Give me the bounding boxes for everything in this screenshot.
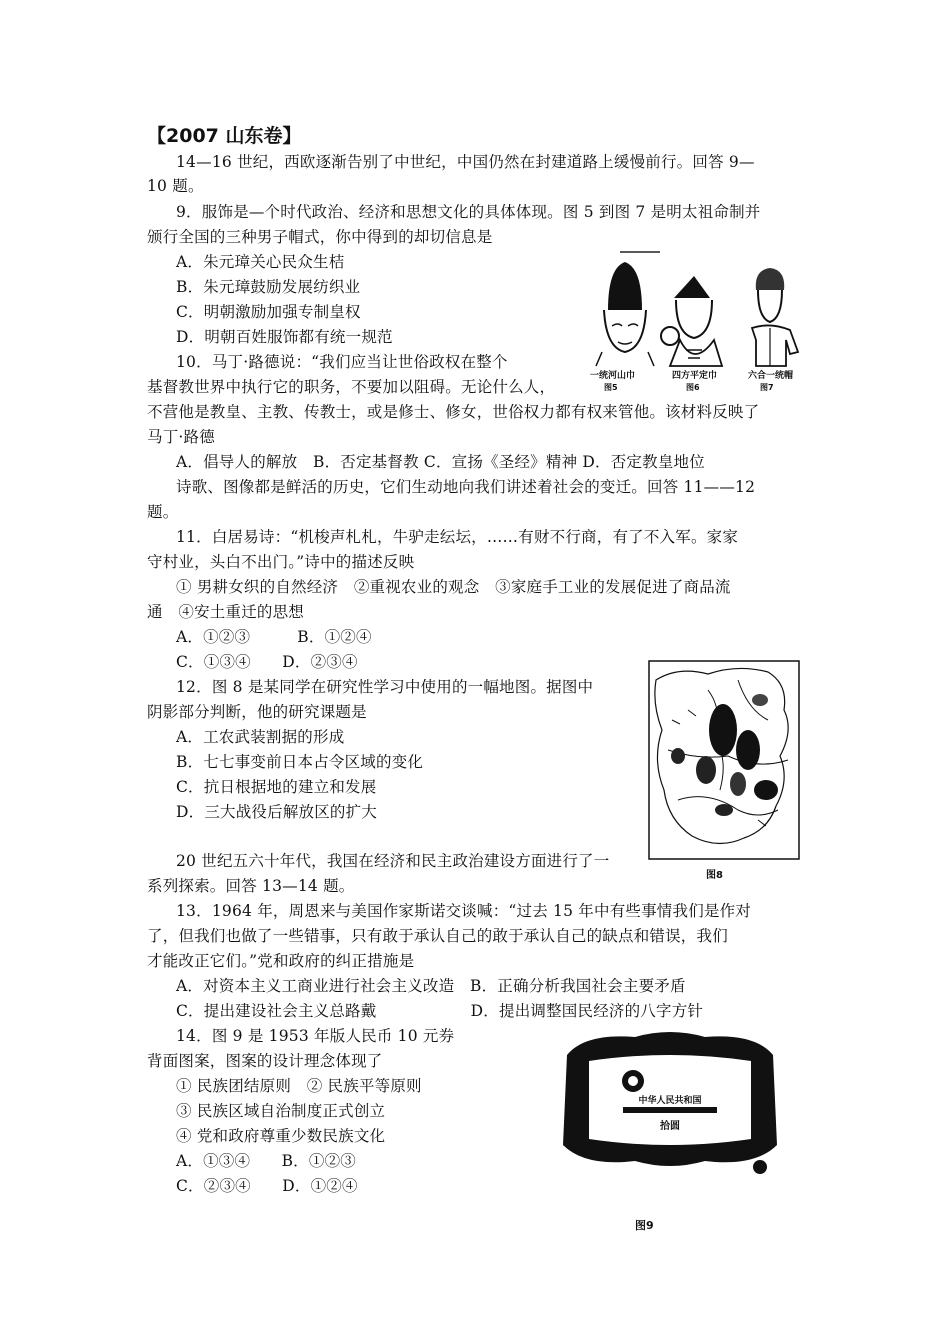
figure-label: 图8 [706, 870, 723, 881]
text-line: 10．马丁·路德说：“我们应当让世俗政权在整个 [176, 353, 508, 371]
text-line: A．倡导人的解放 B．否定基督教 C．宣扬《圣经》精神 D．否定教皇地位 [176, 453, 705, 471]
hat-caption: 四方平定巾 [672, 371, 718, 381]
text-line: 才能改正它们。”党和政府的纠正措施是 [147, 952, 415, 970]
hat-caption: 一统河山巾 [590, 371, 636, 381]
figure-label: 图7 [760, 383, 774, 392]
text-line: C．提出建设社会主义总路戴 D．提出调整国民经济的八字方针 [176, 1002, 704, 1020]
text-line: 了，但我们也做了一些错事，只有敢于承认自己的敢于承认自己的缺点和错误，我们 [147, 927, 728, 945]
text-line: C．①③④ D．②③④ [176, 653, 358, 671]
text-line: ① 民族团结原则 ② 民族平等原则 [176, 1077, 422, 1095]
text-line: ① 男耕女织的自然经济 ②重视农业的观念 ③家庭手工业的发展促进了商品流 [176, 578, 731, 596]
text-line: 14．图 9 是 1953 年版人民币 10 元券 [176, 1027, 455, 1045]
text-line: 系列探索。回答 13—14 题。 [147, 877, 355, 895]
text-line: 13．1964 年，周恩来与美国作家斯诺交谈喊：“过去 15 年中有些事情我们是作对 [176, 902, 751, 920]
hat-caption: 六合一统帽 [748, 371, 794, 381]
text-line: A．对资本主义工商业进行社会主义改造 B．正确分析我国社会主要矛盾 [176, 977, 686, 995]
banknote-figure [545, 1025, 795, 1240]
text-line: 20 世纪五六十年代，我国在经济和民主政治建设方面进行了一 [176, 852, 610, 870]
text-line: 阴影部分判断，他的研究课题是 [147, 703, 367, 721]
figure-label: 图5 [604, 383, 618, 392]
text-line: C．明朝激励加强专制皇权 [176, 303, 361, 321]
text-line: 不营他是教皇、主教、传教士，或是修士、修女，世俗权力都有权来管他。该材料反映了 [147, 403, 760, 421]
text-line: 14—16 世纪，西欧逐渐告别了中世纪，中国仍然在封建道路上缓慢前行。回答 9— [176, 153, 755, 171]
text-line: 马丁·路德 [147, 428, 215, 446]
text-line: D．三大战役后解放区的扩大 [176, 803, 378, 821]
text-line: C．抗日根据地的建立和发展 [176, 778, 377, 796]
text-line: 诗歌、图像都是鲜活的历史，它们生动地向我们讲述着社会的变迁。回答 11——12 [176, 478, 756, 496]
banknote-illustration [545, 1025, 795, 1175]
text-line: 题。 [147, 503, 179, 521]
hats-figure [590, 248, 812, 398]
text-line: A．朱元璋关心民众生桔 [176, 253, 345, 271]
text-line: A．①②③ B．①②④ [176, 628, 372, 646]
banknote-band-text: 中华人民共和国 [638, 1096, 702, 1106]
text-line: A．①③④ B．①②③ [176, 1152, 356, 1170]
text-line: 9．服饰是—个时代政治、经济和思想文化的具体体现。图 5 到图 7 是明太祖命制并 [176, 203, 761, 221]
text-line: 基督教世界中执行它的职务，不要加以阻碍。无论什么人， [147, 378, 556, 396]
figure-label: 图6 [686, 383, 700, 392]
text-line: A．工农武装割据的形成 [176, 728, 345, 746]
text-line: 守村业，头白不出门。”诗中的描述反映 [147, 553, 415, 571]
text-line: ③ 民族区域自治制度正式创立 [176, 1102, 386, 1120]
text-line: B．朱元璋鼓励发展纺织业 [176, 278, 361, 296]
text-line: 通 ④安土重迁的思想 [147, 603, 305, 621]
exam-title: 【2007 山东卷】 [147, 125, 302, 147]
text-line: C．②③④ D．①②④ [176, 1177, 358, 1195]
text-line: 10 题。 [147, 177, 204, 195]
text-line: ④ 党和政府尊重少数民族文化 [176, 1127, 386, 1145]
text-line: 12．图 8 是某同学在研究性学习中使用的一幅地图。据图中 [176, 678, 594, 696]
text-line: 颁行全国的三种男子帽式，你中得到的却切信息是 [147, 228, 493, 246]
text-line: 背面图案，图案的设计理念体现了 [147, 1052, 383, 1070]
banknote-denomination: 拾圆 [660, 1121, 680, 1132]
map-figure [648, 660, 800, 881]
text-line: D．明朝百姓服饰都有统一规范 [176, 328, 393, 346]
text-line: B．七七事变前日本占令区域的变化 [176, 753, 424, 771]
map-illustration [648, 660, 800, 862]
text-line: 11．白居易诗：“机梭声札札，牛驴走纭坛，……有财不行商，有了不入军。家家 [176, 528, 739, 546]
figure-label: 图9 [635, 1219, 654, 1232]
